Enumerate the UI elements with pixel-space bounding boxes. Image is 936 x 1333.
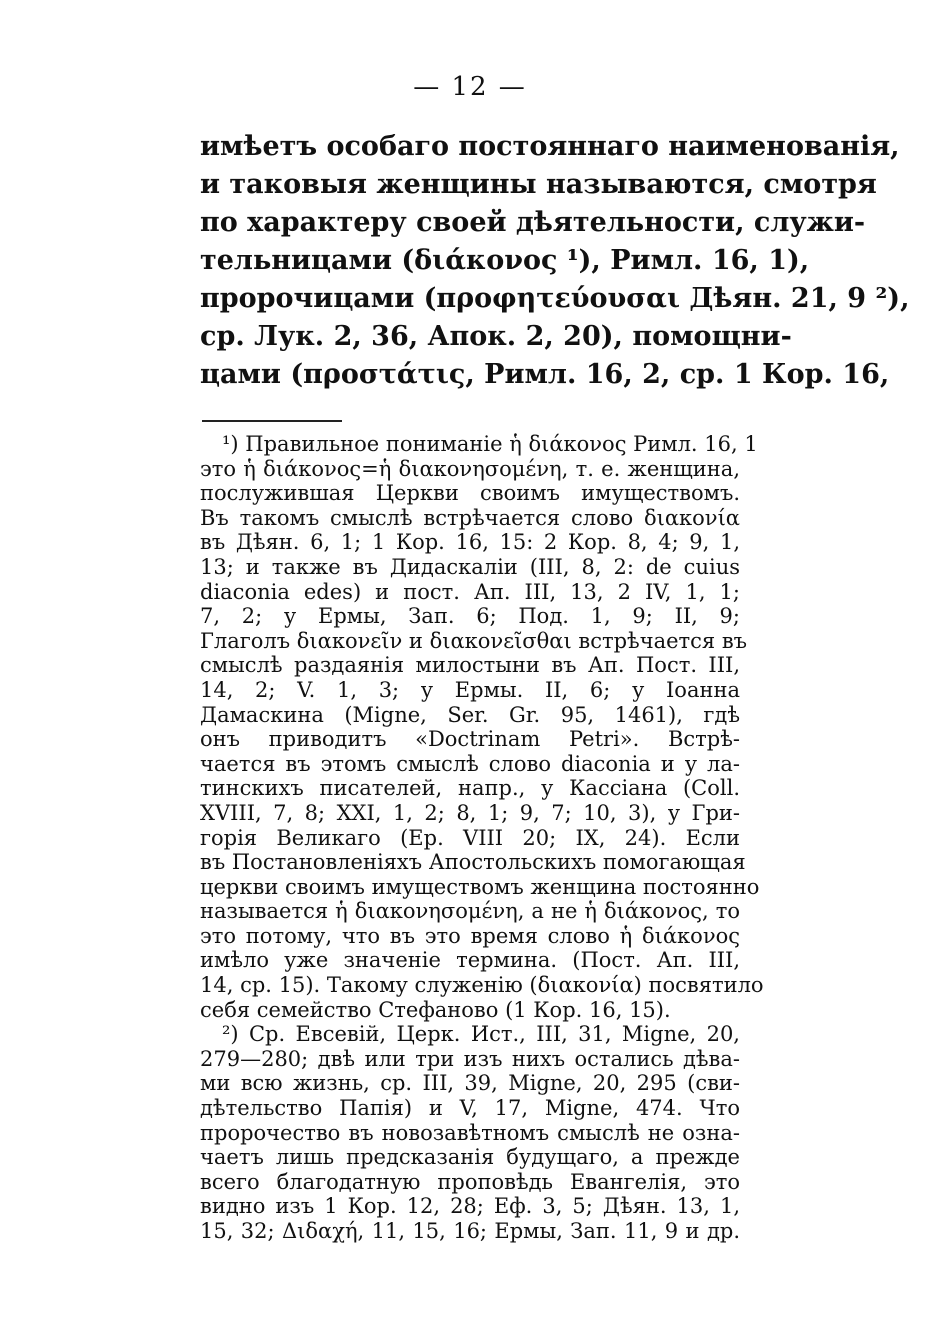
footnote-line: это потому, что въ это время слово ἡ διάκονος [200, 923, 740, 948]
footnote-line: ¹) Правильное пониманіе ἡ διάκονος Римл. 16, 1 [222, 432, 758, 456]
footnote-line: 7, 2; у Ермы, Зап. 6; Под. 1, 9; II, 9; [200, 604, 740, 629]
footnote-line: тинскихъ писателей, напр., у Кассіана (Coll. [200, 776, 740, 801]
main-text-line: по характеру своей дѣятельности, служи- [200, 207, 866, 238]
footnote-line: 13; и также въ Дидаскаліи (III, 8, 2: de cuius [200, 554, 740, 579]
main-text-line: ср. Лук. 2, 36, Апок. 2, 20), помощни- [200, 321, 792, 352]
main-text-line: и таковыя женщины называются, смотря [200, 169, 877, 200]
footnote-line: Дамаскина (Migne, Ser. Gr. 95, 1461), гдѣ [200, 702, 740, 727]
footnote-line: пророчество въ новозавѣтномъ смыслѣ не озна- [200, 1120, 740, 1145]
footnote-line: онъ приводитъ «Doctrinam Petri». Встрѣ- [200, 727, 740, 752]
book-page [200, 72, 910, 1244]
footnote-line: церкви своимъ имуществомъ женщина постоянно [200, 874, 760, 899]
footnote-line: въ Дѣян. 6, 1; 1 Кор. 16, 15: 2 Кор. 8, 4; 9, 1, [200, 530, 740, 555]
footnote-line: послужившая Церкви своимъ имуществомъ. [200, 481, 740, 506]
footnote-line: въ Постановленіяхъ Апостольскихъ помогающая [200, 850, 746, 875]
footnote-line: XVIII, 7, 8; XXI, 1, 2; 8, 1; 9, 7; 10, 3), у Гри- [200, 800, 740, 825]
footnote-line: смыслѣ раздаянія милостыни въ Ап. Пост. III, [200, 653, 740, 678]
footnote-line: diaconia edes) и пост. Ап. III, 13, 2 IV, 1, 1; [200, 579, 740, 604]
footnote-line: ²) Ср. Евсевій, Церк. Ист., III, 31, Migne, 20, [222, 1022, 740, 1047]
footnote-line: 279—280; двѣ или три изъ нихъ остались дѣва- [200, 1046, 740, 1071]
footnote-1 [200, 432, 764, 1022]
footnote-line: чается въ этомъ смыслѣ слово diaconia и у ла- [200, 751, 740, 776]
footnote-line: 14, 2; V. 1, 3; у Ермы. II, 6; у Іоанна [200, 677, 740, 702]
main-text-line: имѣетъ особаго постояннаго наименованія, [200, 131, 900, 162]
footnote-line: видно изъ 1 Кор. 12, 28; Еф. 3, 5; Дѣян. 13, 1, [200, 1194, 740, 1219]
footnote-line: горія Великаго (Ер. VIII 20; IX, 24). Если [200, 825, 740, 850]
footnote-divider [202, 420, 342, 422]
footnote-line: Глаголъ διακονεῖν и διακονεῖσθαι встрѣчается въ [200, 628, 748, 653]
footnote-line: имѣло уже значеніе термина. (Пост. Ап. III, [200, 948, 740, 973]
main-text-line: пророчицами (προφητεύουσαι Дѣян. 21, 9 ²), [200, 283, 910, 314]
footnote-2 [200, 1022, 740, 1243]
footnotes [200, 432, 764, 1244]
page-number: — 12 — [413, 72, 527, 102]
footnote-line: 14, ср. 15). Такому служенію (διακονία) посвятило [200, 973, 764, 998]
main-text-line: тельницами (διάκονος ¹), Римл. 16, 1), [200, 245, 810, 276]
footnote-line: Въ такомъ смыслѣ встрѣчается слово διακονία [200, 505, 740, 530]
main-text [200, 128, 910, 394]
footnote-line: себя семейство Стефаново (1 Кор. 16, 15). [200, 997, 671, 1022]
main-text-line: цами (προστάτις, Римл. 16, 2, ср. 1 Кор. 16, [200, 359, 890, 390]
footnote-line: дѣтельство Папія) и V, 17, Migne, 474. Что [200, 1096, 740, 1121]
footnote-line: называется ἡ διακονησομένη, а не ἡ διάκονος, то [200, 899, 740, 924]
footnote-line: это ἡ διάκονος=ἡ διακονησομένη, т. е. женщина, [200, 456, 740, 481]
footnote-line: 15, 32; Διδαχή, 11, 15, 16; Ермы, Зап. 11, 9 и др. [200, 1219, 740, 1243]
footnote-line: чаетъ лишь предсказанія будущаго, а прежде [200, 1145, 740, 1170]
footnote-line: ми всю жизнь, ср. III, 39, Migne, 20, 295 (сви- [200, 1071, 740, 1096]
footnote-line: всего благодатную проповѣдь Евангелія, это [200, 1169, 740, 1194]
